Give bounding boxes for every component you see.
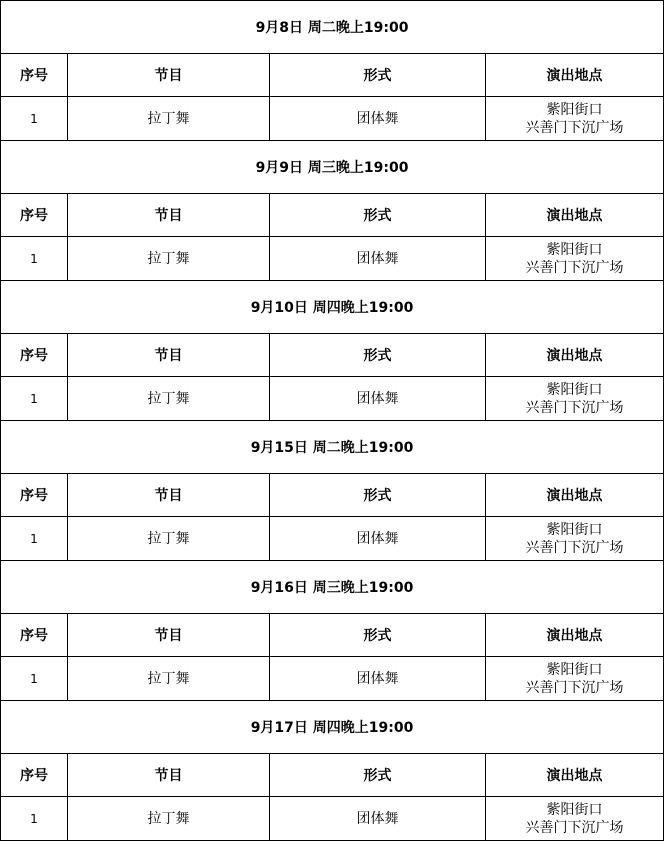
cell-form: 团体舞 bbox=[270, 237, 486, 281]
header-index: 序号 bbox=[1, 54, 68, 97]
venue-line-1: 紫阳街口 bbox=[546, 801, 603, 818]
cell-index: 1 bbox=[1, 797, 68, 841]
header-venue: 演出地点 bbox=[486, 54, 664, 97]
session-date-row bbox=[1, 141, 664, 194]
cell-index: 1 bbox=[1, 377, 68, 421]
venue-line-2: 兴善门下沉广场 bbox=[525, 539, 624, 556]
header-program: 节目 bbox=[68, 754, 270, 797]
table-row bbox=[1, 657, 664, 701]
column-header-row bbox=[1, 194, 664, 237]
session-date-row bbox=[1, 281, 664, 334]
venue-line-1: 紫阳街口 bbox=[546, 381, 603, 398]
cell-index: 1 bbox=[1, 237, 68, 281]
header-program: 节目 bbox=[68, 194, 270, 237]
header-form: 形式 bbox=[270, 474, 486, 517]
column-header-row bbox=[1, 474, 664, 517]
cell-program: 拉丁舞 bbox=[68, 377, 270, 421]
session-date-row bbox=[1, 1, 664, 54]
venue-line-2: 兴善门下沉广场 bbox=[525, 679, 624, 696]
header-form: 形式 bbox=[270, 194, 486, 237]
cell-form: 团体舞 bbox=[270, 517, 486, 561]
venue-line-1: 紫阳街口 bbox=[546, 101, 603, 118]
header-index: 序号 bbox=[1, 614, 68, 657]
cell-venue bbox=[486, 97, 664, 141]
header-index: 序号 bbox=[1, 194, 68, 237]
cell-venue bbox=[486, 377, 664, 421]
cell-program: 拉丁舞 bbox=[68, 517, 270, 561]
header-index: 序号 bbox=[1, 474, 68, 517]
cell-program: 拉丁舞 bbox=[68, 657, 270, 701]
header-program: 节目 bbox=[68, 474, 270, 517]
header-program: 节目 bbox=[68, 614, 270, 657]
table-row bbox=[1, 97, 664, 141]
venue-line-1: 紫阳街口 bbox=[546, 521, 603, 538]
session-date: 9月16日 周三晚上19:00 bbox=[1, 561, 664, 614]
header-venue: 演出地点 bbox=[486, 754, 664, 797]
venue-line-2: 兴善门下沉广场 bbox=[525, 819, 624, 836]
header-form: 形式 bbox=[270, 614, 486, 657]
session-date: 9月9日 周三晚上19:00 bbox=[1, 141, 664, 194]
cell-program: 拉丁舞 bbox=[68, 97, 270, 141]
cell-index: 1 bbox=[1, 657, 68, 701]
session-date-row bbox=[1, 421, 664, 474]
cell-venue bbox=[486, 517, 664, 561]
column-header-row bbox=[1, 334, 664, 377]
cell-form: 团体舞 bbox=[270, 97, 486, 141]
header-program: 节目 bbox=[68, 334, 270, 377]
cell-venue bbox=[486, 237, 664, 281]
header-venue: 演出地点 bbox=[486, 334, 664, 377]
session-date: 9月17日 周四晚上19:00 bbox=[1, 701, 664, 754]
cell-venue bbox=[486, 657, 664, 701]
venue-line-2: 兴善门下沉广场 bbox=[525, 119, 624, 136]
cell-program: 拉丁舞 bbox=[68, 797, 270, 841]
cell-form: 团体舞 bbox=[270, 797, 486, 841]
header-form: 形式 bbox=[270, 54, 486, 97]
header-venue: 演出地点 bbox=[486, 194, 664, 237]
cell-index: 1 bbox=[1, 517, 68, 561]
table-row bbox=[1, 517, 664, 561]
session-date-row bbox=[1, 561, 664, 614]
cell-program: 拉丁舞 bbox=[68, 237, 270, 281]
session-date: 9月8日 周二晚上19:00 bbox=[1, 1, 664, 54]
session-date-row bbox=[1, 701, 664, 754]
cell-index: 1 bbox=[1, 97, 68, 141]
header-venue: 演出地点 bbox=[486, 474, 664, 517]
column-header-row bbox=[1, 54, 664, 97]
header-form: 形式 bbox=[270, 334, 486, 377]
cell-venue bbox=[486, 797, 664, 841]
header-venue: 演出地点 bbox=[486, 614, 664, 657]
venue-line-1: 紫阳街口 bbox=[546, 661, 603, 678]
session-date: 9月10日 周四晚上19:00 bbox=[1, 281, 664, 334]
venue-line-2: 兴善门下沉广场 bbox=[525, 259, 624, 276]
column-header-row bbox=[1, 754, 664, 797]
cell-form: 团体舞 bbox=[270, 657, 486, 701]
header-program: 节目 bbox=[68, 54, 270, 97]
venue-line-2: 兴善门下沉广场 bbox=[525, 399, 624, 416]
cell-form: 团体舞 bbox=[270, 377, 486, 421]
header-index: 序号 bbox=[1, 334, 68, 377]
venue-line-1: 紫阳街口 bbox=[546, 241, 603, 258]
table-row bbox=[1, 377, 664, 421]
column-header-row bbox=[1, 614, 664, 657]
session-date: 9月15日 周二晚上19:00 bbox=[1, 421, 664, 474]
header-form: 形式 bbox=[270, 754, 486, 797]
table-row bbox=[1, 237, 664, 281]
table-row bbox=[1, 797, 664, 841]
header-index: 序号 bbox=[1, 754, 68, 797]
